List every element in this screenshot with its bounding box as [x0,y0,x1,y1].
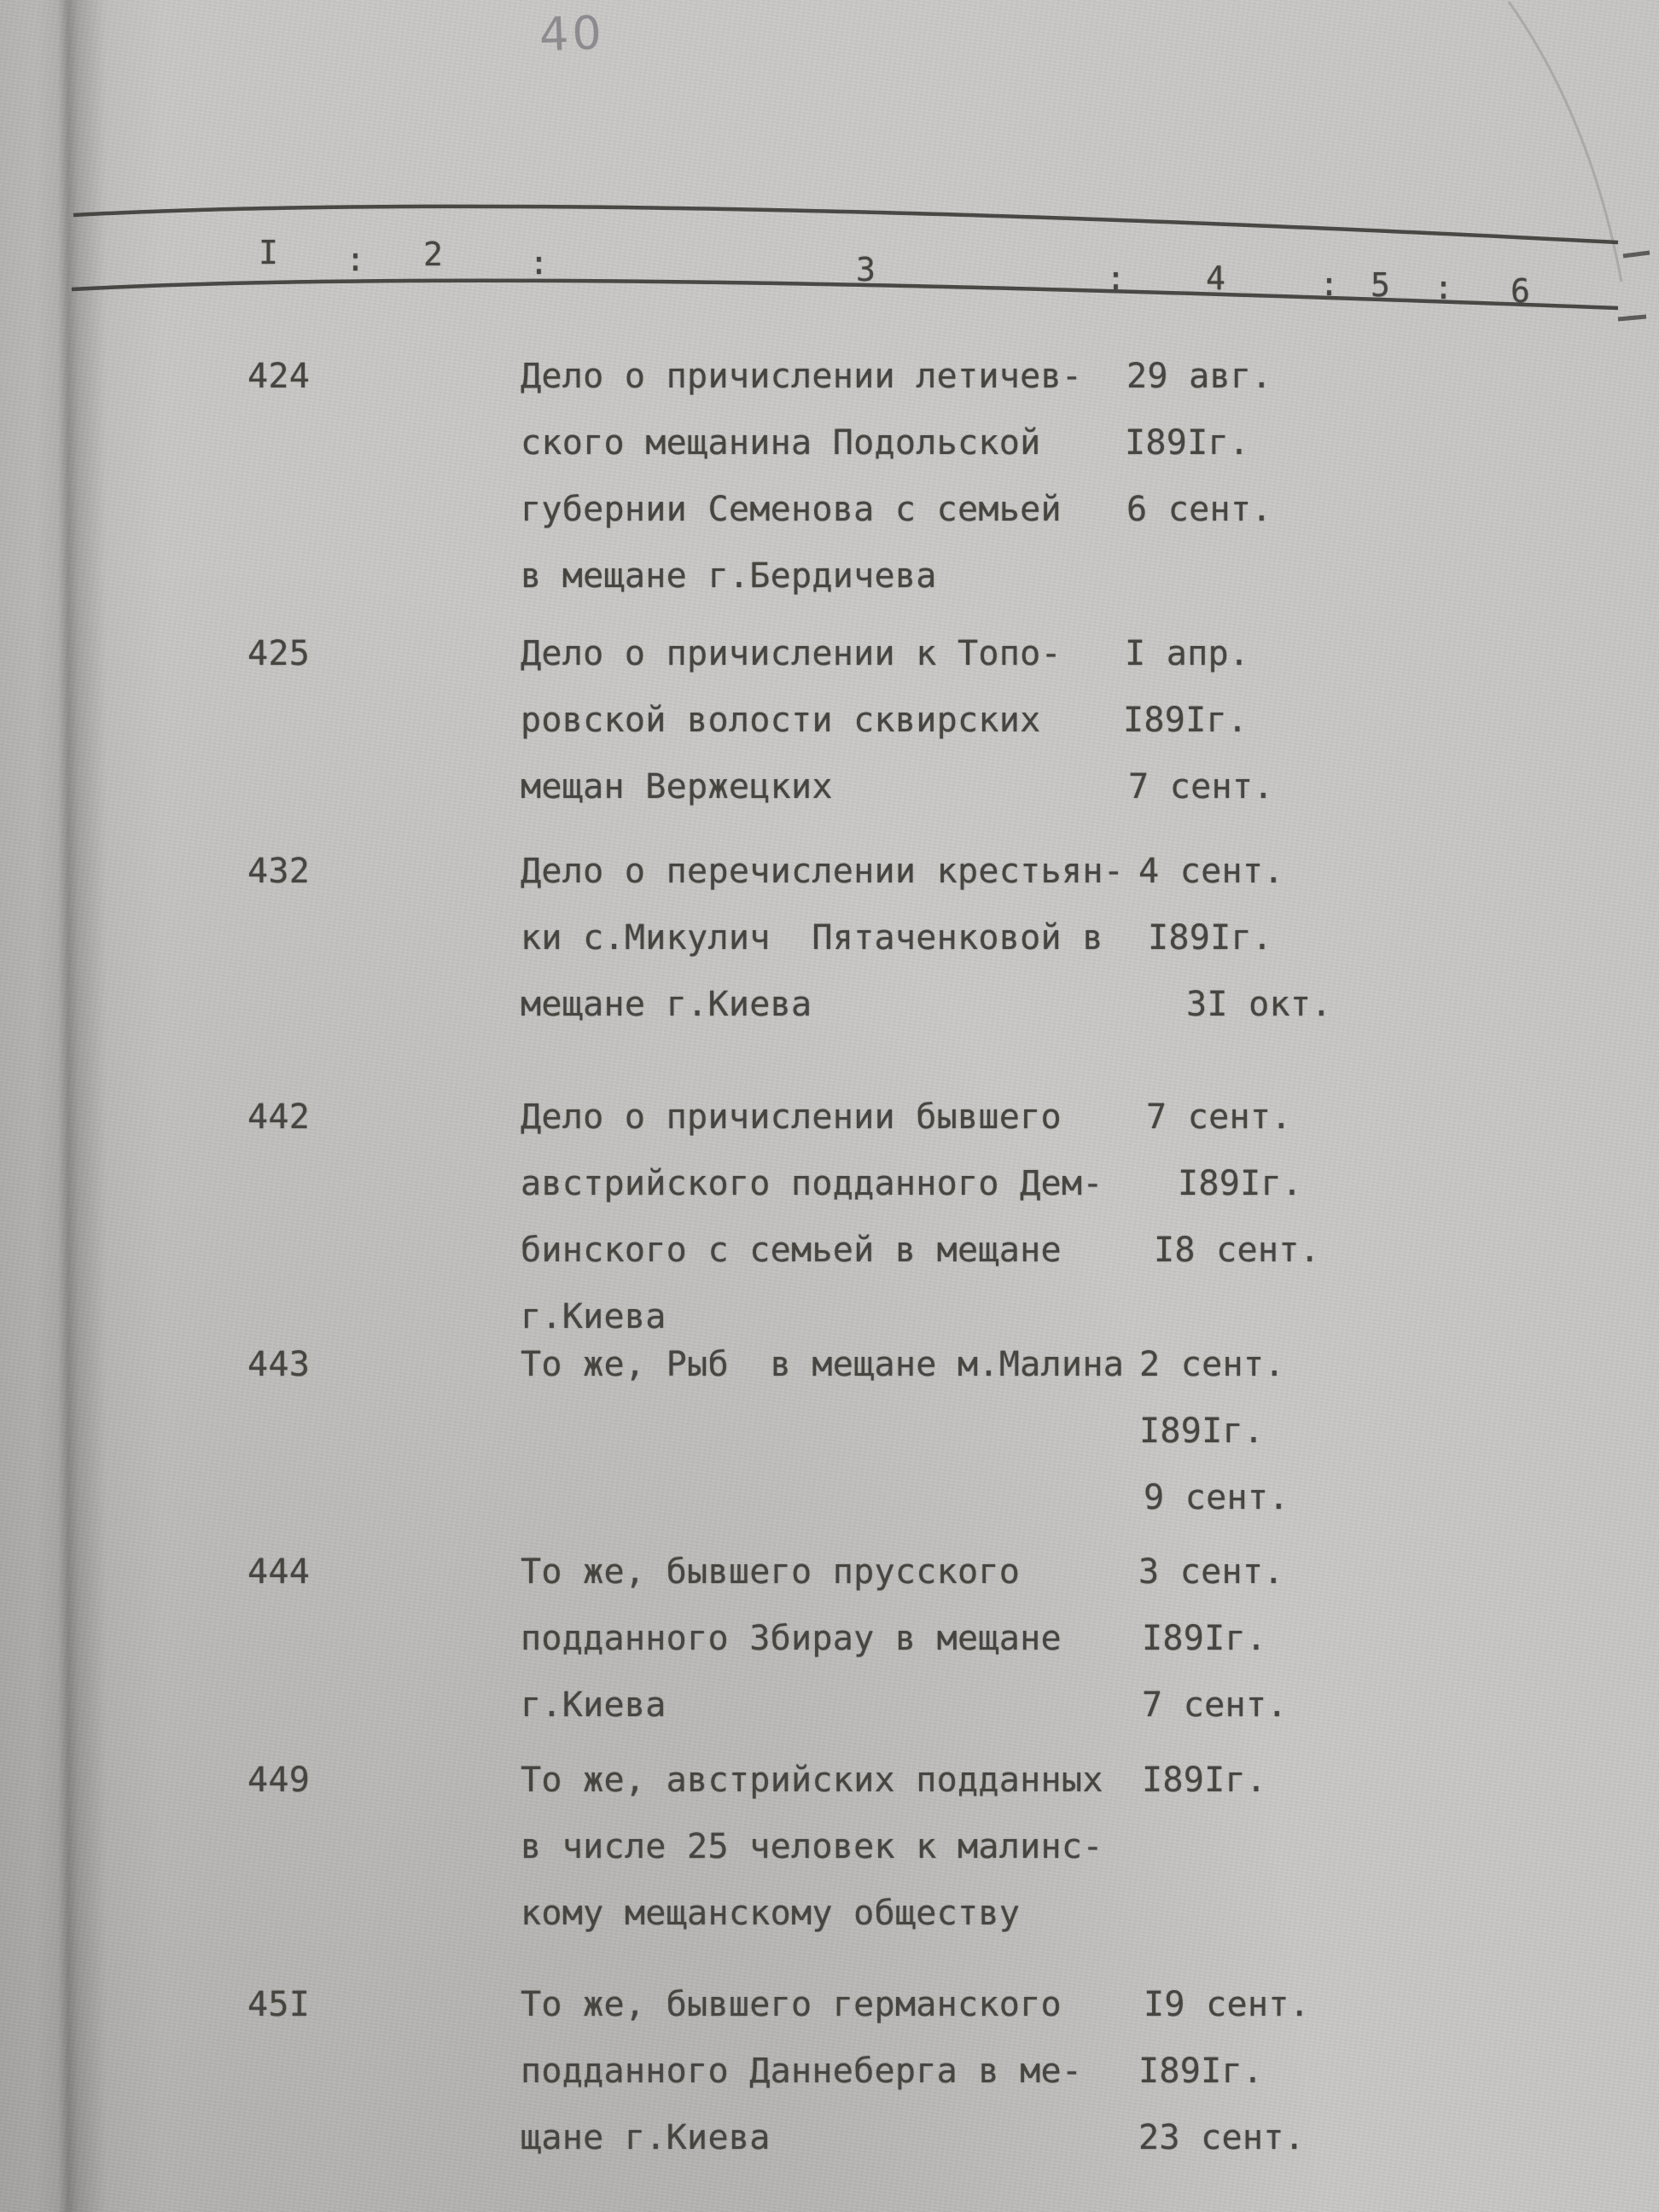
header-column-label: 5 [1371,266,1391,304]
entry-number: 424 [247,357,311,396]
header-column-label: 6 [1511,272,1531,310]
entry-description-line: австрийского подданного Дем- [521,1164,1103,1203]
entry-date-line: I89Iг. [1148,918,1273,958]
entry-description-line: То же, Рыб в мещане м.Малина [521,1345,1125,1384]
entry-description-line: Дело о перечислении крестьян- [521,852,1125,891]
entry-description-line: бинского с семьей в мещане [521,1231,1062,1270]
entry-date-line: 7 сент. [1142,1685,1288,1725]
header-separator: : [529,244,550,282]
entry-date-line: 6 сент. [1126,490,1272,529]
entry-date-line: 2 сент. [1139,1345,1285,1384]
header-top-rule [73,207,1618,242]
entry-description-line: Дело о причислении к Топо- [521,634,1062,673]
entry-date-line: I89Iг. [1125,423,1250,463]
header-column-label: 3 [856,251,876,288]
entry-number: 45I [247,1985,311,2024]
header-separator: : [1106,259,1126,297]
entry-date-line: I89Iг. [1138,2052,1264,2091]
header-column-label: 2 [423,236,444,273]
entry-date-line: I9 сент. [1144,1985,1311,2024]
entry-number: 442 [247,1097,311,1137]
entry-description-line: подданного Даннеберга в ме- [521,2052,1083,2091]
entry-date-line: 4 сент. [1138,852,1284,891]
entry-date-line: I89Iг. [1123,701,1249,740]
entry-date-line: 23 сент. [1138,2118,1306,2157]
entry-number: 432 [247,852,311,891]
entry-date-line: I89Iг. [1139,1412,1265,1451]
entry-description-line: кому мещанскому обществу [521,1894,1021,1933]
header-separator: : [1434,269,1454,306]
entry-date-line: I89Iг. [1178,1164,1303,1203]
entry-date-line: 3 сент. [1138,1552,1284,1592]
entry-date-line: I89Iг. [1142,1761,1267,1800]
entry-description-line: подданного Збирау в мещане [521,1619,1062,1658]
entry-description-line: То же, бывшего германского [521,1985,1062,2024]
entry-description-line: в числе 25 человек к малинс- [521,1827,1103,1866]
entry-description-line: ского мещанина Подольской [521,423,1041,463]
entry-description-line: То же, бывшего прусского [521,1552,1021,1592]
entry-description-line: ки с.Микулич Пятаченковой в [521,918,1103,958]
header-column-label: I [259,234,279,271]
header-column-label: 4 [1206,259,1226,297]
entry-date-line: 29 авг. [1126,357,1272,396]
entry-date-line: 7 сент. [1146,1097,1292,1137]
header-separator: : [346,241,366,278]
entry-description-line: То же, австрийских подданных [521,1761,1103,1800]
entry-date-line: 7 сент. [1128,767,1274,806]
entry-description-line: мещане г.Киева [521,985,812,1024]
entry-date-line: I8 сент. [1154,1231,1321,1270]
entry-description-line: г.Киева [521,1685,667,1725]
margin-dash-mark [1623,253,1650,256]
header-separator: : [1319,265,1340,303]
entry-date-line: I апр. [1125,634,1250,673]
entry-number: 444 [247,1552,311,1592]
entry-description-line: в мещане г.Бердичева [521,556,937,596]
entry-number: 449 [247,1761,311,1800]
entry-description-line: мещан Вержецких [521,767,833,806]
page-number: 40 [538,5,606,62]
entry-date-line: 3I окт. [1186,985,1332,1024]
entry-description-line: Дело о причислении бывшего [521,1097,1062,1137]
entry-number: 425 [247,634,311,673]
entry-number: 443 [247,1345,311,1384]
entry-description-line: щане г.Киева [521,2118,771,2157]
entry-date-line: 9 сент. [1144,1478,1289,1517]
entry-description-line: ровской волости сквирских [521,701,1041,740]
entry-description-line: губернии Семенова с семьей [521,490,1062,529]
margin-dash-mark [1618,317,1646,319]
entry-description-line: г.Киева [521,1297,667,1336]
entry-description-line: Дело о причислении летичев- [521,357,1083,396]
entry-date-line: I89Iг. [1142,1619,1267,1658]
